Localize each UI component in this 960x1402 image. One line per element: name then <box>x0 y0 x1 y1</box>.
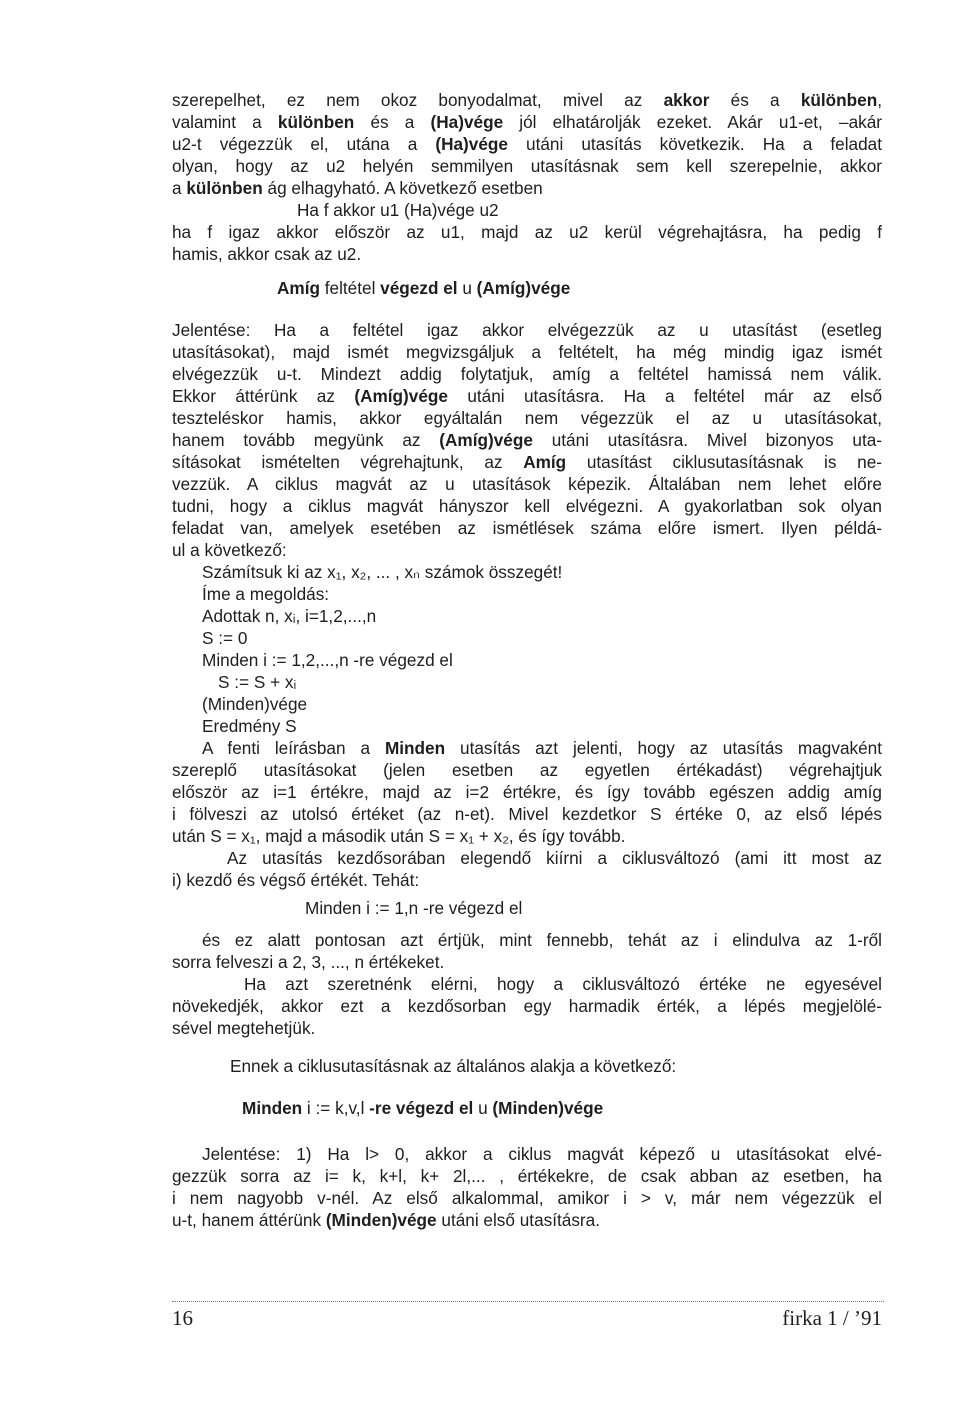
text-line: Számítsuk ki az x₁, x₂, ... , xₙ számok összegét! <box>202 562 563 582</box>
text-line: Amíg feltétel végezd el u (Amíg)vége <box>277 278 571 298</box>
text-line: olyan, hogy az u2 helyén semmilyen utasításnak sem kell szerepelnie, akkor <box>172 156 882 176</box>
text-line: teszteléskor hamis, akkor egyáltalán nem végezzük el az u utasításokat, <box>172 408 882 428</box>
text-line: Jelentése: 1) Ha l> 0, akkor a ciklus magvát képező u utasításokat elvé- <box>202 1144 882 1164</box>
text-line: Minden i := 1,2,...,n -re végezd el <box>202 650 453 670</box>
text-line: Ennek a ciklusutasításnak az általános alakja a következő: <box>230 1056 677 1076</box>
text-line: gezzük sorra az i= k, k+l, k+ 2l,... , értékekre, de csak abban az esetben, ha <box>172 1166 882 1186</box>
text-line: ul a következő: <box>172 540 287 560</box>
text-line: utasításokat), majd ismét megvizsgáljuk a feltételt, ha még mindig igaz ismét <box>172 342 882 362</box>
text-line: Íme a megoldás: <box>202 584 330 604</box>
text-line: Minden i := 1,n -re végezd el <box>305 898 523 918</box>
text-line: Minden i := k,v,l -re végezd el u (Minden)vége <box>242 1098 604 1118</box>
text-line: hanem tovább megyünk az (Amíg)vége utáni utasításra. Mivel bizonyos uta- <box>172 430 882 450</box>
text-line: i nem nagyobb v-nél. Az első alkalommal, amikor i > v, már nem végezzük el <box>172 1188 882 1208</box>
text-line: u-t, hanem áttérünk (Minden)vége utáni első utasításra. <box>172 1210 600 1230</box>
text-line: (Minden)vége <box>202 694 308 714</box>
text-line: feladat van, amelyek esetében az ismétlések száma előre ismert. Ilyen példá- <box>172 518 882 538</box>
text-line: elvégezzük u-t. Mindezt addig folytatjuk, amíg a feltétel hamissá nem válik. <box>172 364 882 384</box>
text-line: ha f igaz akkor először az u1, majd az u2 kerül végrehajtásra, ha pedig f <box>172 222 882 242</box>
text-line: szereplő utasításokat (jelen esetben az egyetlen értékadást) végrehajtjuk <box>172 760 882 780</box>
text-line: sításokat ismételten végrehajtunk, az Amíg utasítást ciklusutasításnak is ne- <box>172 452 882 472</box>
text-line: Ha azt szeretnénk elérni, hogy a ciklusváltozó értéke ne egyesével <box>244 974 882 994</box>
text-line: a különben ág elhagyható. A következő esetben <box>172 178 543 198</box>
text-line: valamint a különben és a (Ha)vége jól elhatárolják ezeket. Akár u1-et, –akár <box>172 112 882 132</box>
text-line: Eredmény S <box>202 716 297 736</box>
text-line: és ez alatt pontosan azt értjük, mint fennebb, tehát az i elindulva az 1-ről <box>202 930 882 950</box>
footer-rule <box>172 1301 884 1302</box>
text-line: Ekkor áttérünk az (Amíg)vége utáni utasításra. Ha a feltétel már az első <box>172 386 882 406</box>
text-line: Az utasítás kezdősorában elegendő kiírni a ciklusváltozó (ami itt most az <box>227 848 882 868</box>
text-line: tudni, hogy a ciklus magvát hányszor kell elvégezni. A gyakorlatban sok olyan <box>172 496 882 516</box>
text-line: A fenti leírásban a Minden utasítás azt jelenti, hogy az utasítás magvaként <box>202 738 882 758</box>
text-line: hamis, akkor csak az u2. <box>172 244 362 264</box>
magazine-issue: firka 1 / ’91 <box>782 1306 882 1330</box>
text-line: Ha f akkor u1 (Ha)vége u2 <box>297 200 499 220</box>
text-line: növekedjék, akkor ezt a kezdősorban egy harmadik érték, a lépés megjelölé- <box>172 996 882 1016</box>
text-line: i) kezdő és végső értékét. Tehát: <box>172 870 420 890</box>
text-line: sorra felveszi a 2, 3, ..., n értékeket. <box>172 952 445 972</box>
text-line: sével megtehetjük. <box>172 1018 316 1038</box>
page-number: 16 <box>172 1306 193 1330</box>
text-line: Adottak n, xᵢ, i=1,2,...,n <box>202 606 377 626</box>
text-line: S := S + xᵢ <box>218 672 297 692</box>
text-line: vezzük. A ciklus magvát az u utasítások képezik. Általában nem lehet előre <box>172 474 882 494</box>
text-line: Jelentése: Ha a feltétel igaz akkor elvégezzük az u utasítást (esetleg <box>172 320 882 340</box>
text-line: S := 0 <box>202 628 248 648</box>
text-line: u2-t végezzük el, utána a (Ha)vége utáni utasítás következik. Ha a feladat <box>172 134 882 154</box>
text-line: után S = x₁, majd a második után S = x₁ + x₂, és így tovább. <box>172 826 626 846</box>
text-line: i fölveszi az utolsó értéket (az n-et). Mivel kezdetkor S értéke 0, az első lépés <box>172 804 882 824</box>
text-line: először az i=1 értékre, majd az i=2 értékre, és így tovább egészen addig amíg <box>172 782 882 802</box>
text-line: szerepelhet, ez nem okoz bonyodalmat, mivel az akkor és a különben, <box>172 90 882 110</box>
